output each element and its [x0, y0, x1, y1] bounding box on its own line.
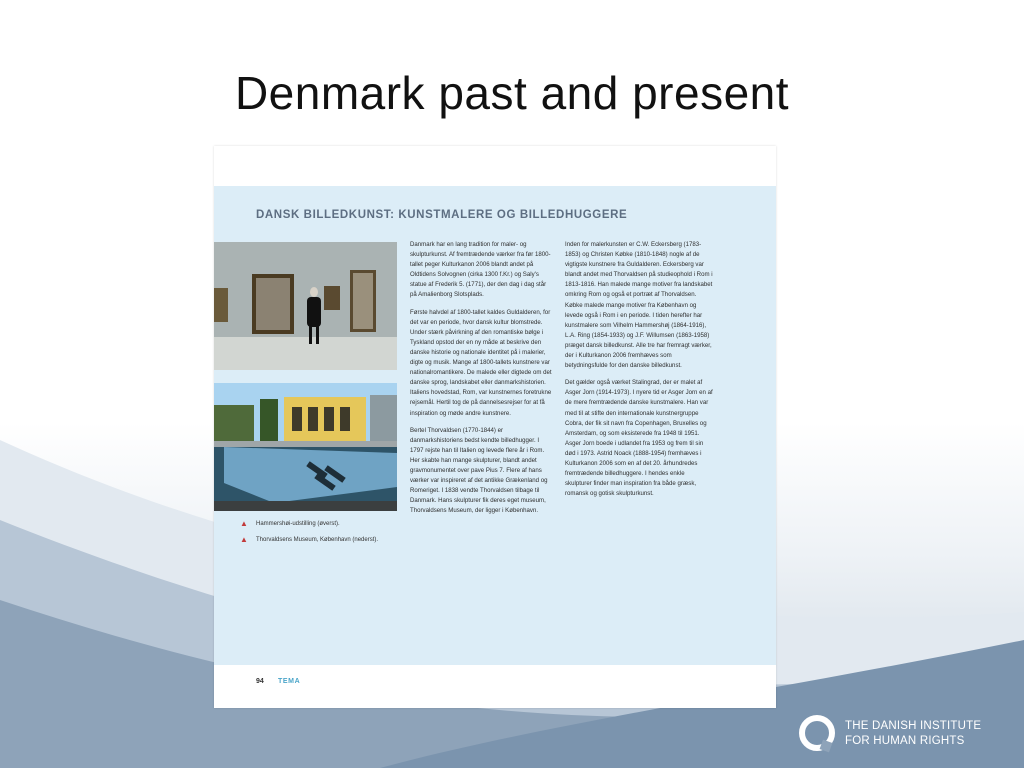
- institute-name-line1: THE DANISH INSTITUTE: [845, 720, 982, 732]
- triangle-marker-icon: ▲: [240, 519, 248, 528]
- paragraph: Danmark har en lang tradition for maler- og skulpturkunst. Af fremtrædende værker fra før 1800-tallet peger Kulturkanon 2006 blandt andet på Oldtidens Solvognen (cirka 1300 f.Kr.) og Saly's statue af Frederik 5. (1771), der den dag i dag står på Amalienborg Slotsplads.: [410, 241, 551, 299]
- paragraph: Første halvdel af 1800-tallet kaldes Guldalderen, for det var en periode, hvor dansk kultur blomstrede. Under stærk påvirkning af den romantiske bølge i Tyskland opstod der en ny måde at beskrive den danske historie og nationale identitet på i malerier, digte og musik. Mange af 1800-tallets kunstnere var nationalromantikere. De malede eller digtede om det danske sprog, landskabet eller danmarkshistorien. Italiens hovedstad, Rom, var kunstnernes foretrukne rejsemål. Hertil tog de på dannelsesrejser for at få inspiration og møde andre kunstnere.: [410, 308, 552, 417]
- slide-title: Denmark past and present: [234, 67, 790, 119]
- section-tag: TEMA: [278, 678, 301, 685]
- photo-captions: [240, 520, 400, 552]
- gallery-photo-icon: [214, 242, 397, 370]
- caption-text: Hammershøi-udstilling (øverst).: [256, 521, 340, 527]
- museum-photo-icon: [214, 383, 397, 511]
- paragraph: Inden for malerkunsten er C.W. Eckersberg (1783-1853) og Christen Købke (1810-1848) nogle af de vigtigste kunstnere fra Guldalderen. Eckersberg var blandt andet med Thorvaldsen på studieophold i Rom i 1813-1816. Han malede mange motiver fra landskabet omkring Rom og også et portræt af Thorvaldsen. Købke malede mange motiver fra København og levede også i Rom i en periode. I tiden herefter har kunstmalere som Vilhelm Hammershøj (1864-1916), L.A. Ring (1854-1933) og J.F. Willumsen (1863-1958) præget dansk billedkunst. Alle tre har fremragt værker, der i Kulturkanon 2006 fremhæves som betydningsfulde for den danske billedkunst.: [565, 241, 713, 370]
- paragraph: Det gælder også værket Stalingrad, der er malet af Asger Jorn (1914-1973). I nyere tid er Asger Jorn en af de mere fremtrædende danske kunstmalere. Han var med til at stifte den internationale kunstnergruppe Cobra, der fik sit navn fra Copenhagen, Bruxelles og Amsterdam, og som eksisterede fra 1948 til 1951. Asger Jorn boede i udlandet fra 1953 og frem til sin død i 1973. Astrid Noack (1888-1954) fremhæves i Kulturkanon 2006 som en af det 20. århundredes fremtrædende billedhuggere. I hendes enkle skulpturer finder man inspiration fra både græsk, romansk og gotisk skulpturkunst.: [565, 379, 713, 498]
- gallery-photo: [214, 242, 397, 370]
- section-heading: DANSK BILLEDKUNST: KUNSTMALERE OG BILLEDHUGGERE: [256, 209, 628, 221]
- caption-item: [240, 520, 400, 528]
- text-column-left: [410, 240, 552, 523]
- institute-name-line2: FOR HUMAN RIGHTS: [845, 735, 965, 747]
- caption-text: Thorvaldsens Museum, København (nederst).: [256, 537, 379, 543]
- institute-branding: [797, 713, 997, 753]
- text-column-right: [565, 240, 713, 506]
- ring-logo-icon: [797, 713, 837, 753]
- caption-item: [240, 536, 400, 544]
- page-content: [214, 186, 776, 665]
- page-number: 94: [256, 678, 264, 685]
- triangle-marker-icon: ▲: [240, 535, 248, 544]
- museum-photo: [214, 383, 397, 511]
- institute-name: [845, 719, 981, 749]
- paragraph: Bertel Thorvaldsen (1770-1844) er danmarkshistoriens bedst kendte billedhugger. I 1797 rejste han til Italien og levede flere år i Rom. Her skabte han mange skulpturer, blandt andet gravmonumentet over pave Pius 7. Flere af hans værker var inspireret af det antikke Grækenland og Romeriget. I 1838 vendte Thorvaldsen tilbage til Danmark. Hans skulpturer fik deres eget museum, Thorvaldsens Museum, der ligger i København.: [410, 426, 548, 515]
- book-page: [214, 146, 776, 708]
